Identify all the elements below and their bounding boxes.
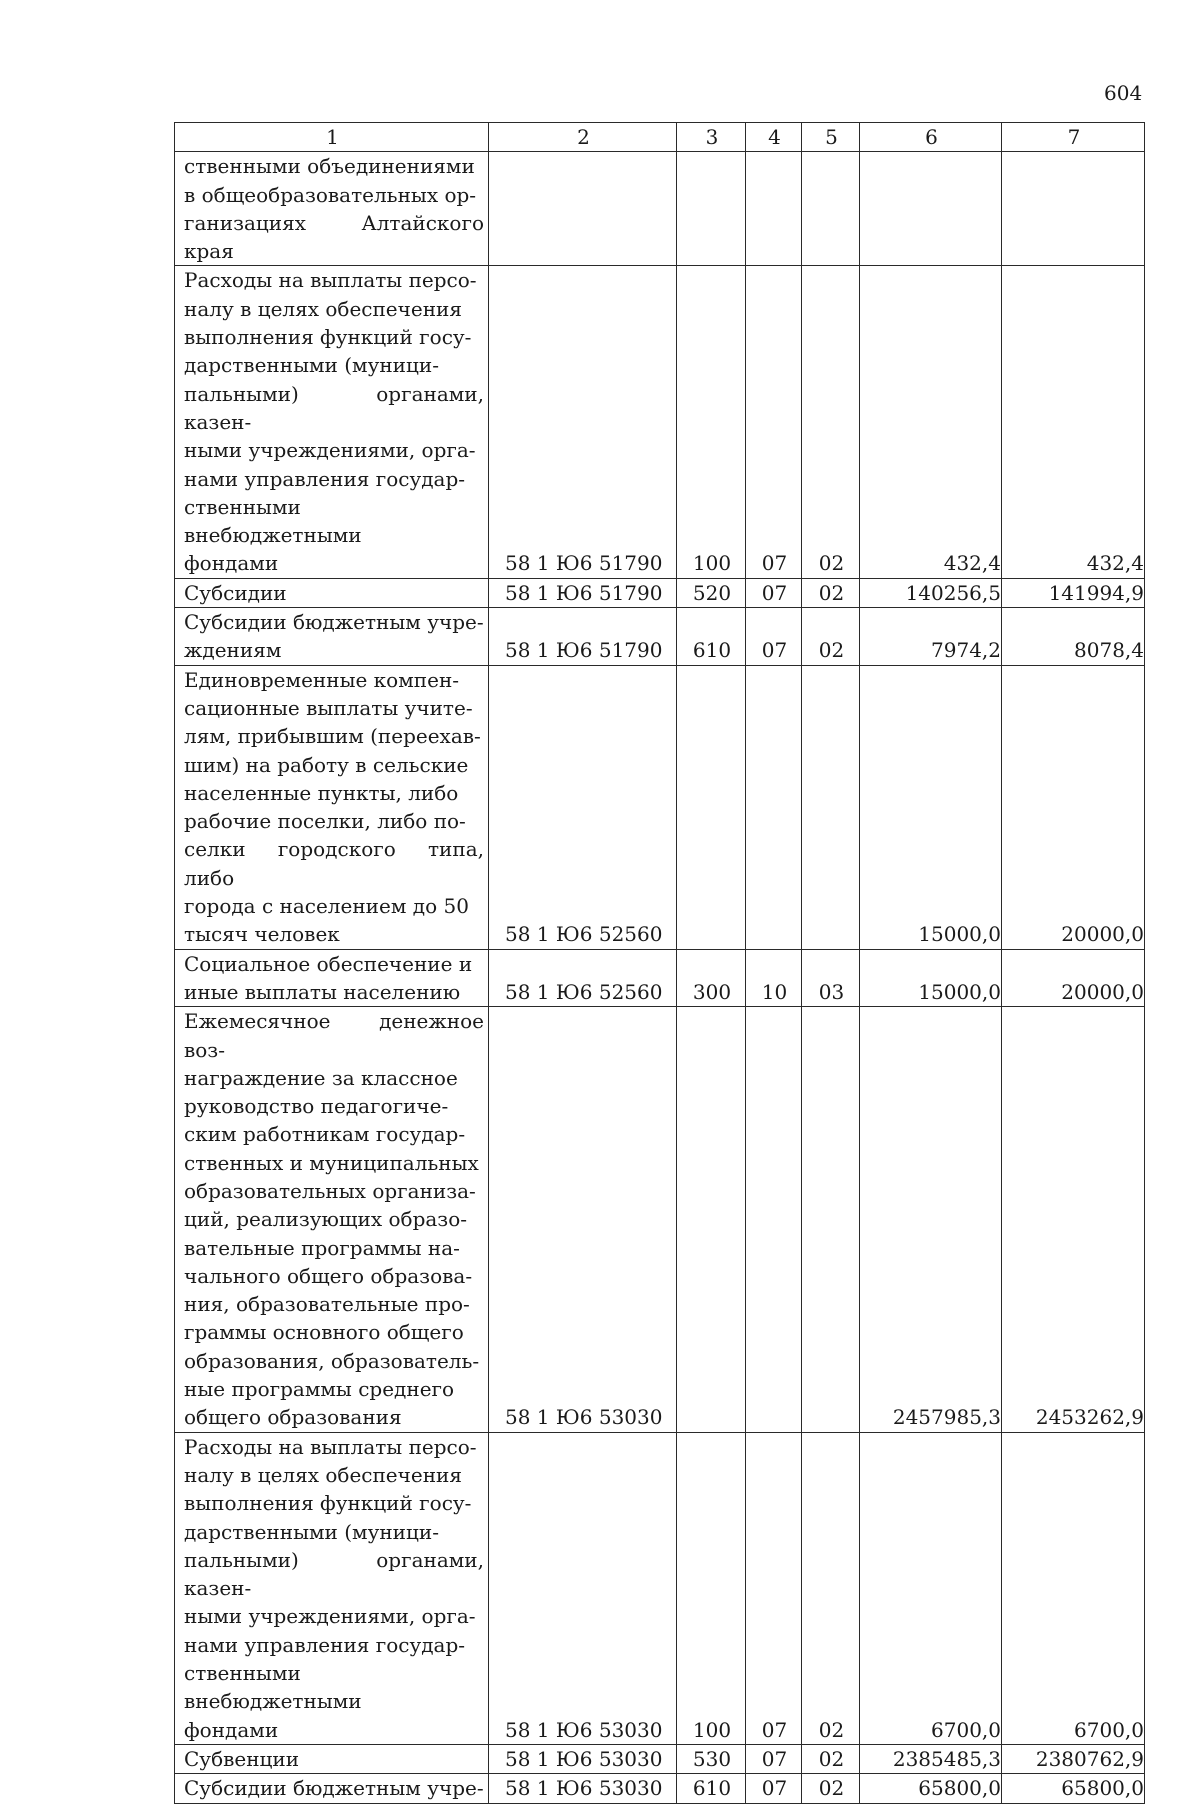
table-row <box>175 1774 1145 1803</box>
row-code: 58 1 Ю6 53030 <box>489 1774 677 1803</box>
column-header: 3 <box>677 123 746 152</box>
row-name: Единовременные компен- сационные выплаты учите- лям, прибывшим (переехав- шим) на работу в сельские населенные пункты, либо рабочие поселки, либо по- селки городского типа, либо города с населением до 50 тысяч человек <box>175 665 489 949</box>
table-row <box>175 266 1145 578</box>
column-header: 7 <box>1002 123 1145 152</box>
row-code: 58 1 Ю6 53030 <box>489 1007 677 1432</box>
row-c5: 03 <box>802 949 860 1007</box>
row-c5: 02 <box>802 1774 860 1803</box>
table-row <box>175 1007 1145 1432</box>
row-c4: 07 <box>746 266 802 578</box>
row-name: Субвенции <box>175 1744 489 1773</box>
row-c7: 20000,0 <box>1002 949 1145 1007</box>
page-number: 604 <box>1104 81 1143 105</box>
row-c6 <box>860 152 1002 266</box>
column-header: 6 <box>860 123 1002 152</box>
row-c6: 15000,0 <box>860 665 1002 949</box>
row-code: 58 1 Ю6 51790 <box>489 266 677 578</box>
row-c7 <box>1002 152 1145 266</box>
table-row <box>175 152 1145 266</box>
row-c6: 65800,0 <box>860 1774 1002 1803</box>
row-name: Субсидии <box>175 578 489 607</box>
row-c4: 07 <box>746 1744 802 1773</box>
row-c3: 100 <box>677 266 746 578</box>
row-c5: 02 <box>802 266 860 578</box>
row-c4 <box>746 152 802 266</box>
row-c6: 15000,0 <box>860 949 1002 1007</box>
row-c7: 2453262,9 <box>1002 1007 1145 1432</box>
row-c7: 432,4 <box>1002 266 1145 578</box>
row-c5: 02 <box>802 578 860 607</box>
row-code: 58 1 Ю6 52560 <box>489 665 677 949</box>
row-c5: 02 <box>802 1744 860 1773</box>
row-c3: 100 <box>677 1432 746 1744</box>
row-c7: 20000,0 <box>1002 665 1145 949</box>
row-code: 58 1 Ю6 51790 <box>489 578 677 607</box>
table-row <box>175 608 1145 666</box>
table-row <box>175 1432 1145 1744</box>
row-code: 58 1 Ю6 53030 <box>489 1744 677 1773</box>
row-c3: 530 <box>677 1744 746 1773</box>
row-name: Расходы на выплаты персо- налу в целях обеспечения выполнения функций госу- дарственными (муници- пальными) органами, казен- ными учреждениями, орга- нами управления государ- ственными внебюджетными фондами <box>175 266 489 578</box>
row-c5 <box>802 152 860 266</box>
row-name: Субсидии бюджетным учре- <box>175 1774 489 1803</box>
row-name: Социальное обеспечение и иные выплаты населению <box>175 949 489 1007</box>
row-c6: 6700,0 <box>860 1432 1002 1744</box>
row-c5 <box>802 665 860 949</box>
row-c7: 8078,4 <box>1002 608 1145 666</box>
row-c3 <box>677 152 746 266</box>
table-row <box>175 1744 1145 1773</box>
column-header: 2 <box>489 123 677 152</box>
row-code: 58 1 Ю6 51790 <box>489 608 677 666</box>
column-header: 1 <box>175 123 489 152</box>
row-c3: 300 <box>677 949 746 1007</box>
row-c6: 140256,5 <box>860 578 1002 607</box>
row-c4 <box>746 665 802 949</box>
row-c7: 2380762,9 <box>1002 1744 1145 1773</box>
row-c3 <box>677 1007 746 1432</box>
row-c4: 07 <box>746 608 802 666</box>
row-c7: 6700,0 <box>1002 1432 1145 1744</box>
column-header: 5 <box>802 123 860 152</box>
row-c6: 2385485,3 <box>860 1744 1002 1773</box>
row-code <box>489 152 677 266</box>
budget-table <box>174 122 1145 1804</box>
row-c4 <box>746 1007 802 1432</box>
row-c3: 520 <box>677 578 746 607</box>
column-header: 4 <box>746 123 802 152</box>
row-c3: 610 <box>677 608 746 666</box>
row-c4: 07 <box>746 1774 802 1803</box>
row-c4: 07 <box>746 1432 802 1744</box>
table-header-row <box>175 123 1145 152</box>
row-c5 <box>802 1007 860 1432</box>
row-name: Ежемесячное денежное воз- награждение за классное руководство педагогиче- ским работникам государ- ственных и муниципальных образовательных организа- ций, реализующих образо- вательные программы на- чального общего образова- ния, образовательные про- граммы основного общего образования, образователь- ные программы среднего общего образования <box>175 1007 489 1432</box>
row-c5: 02 <box>802 1432 860 1744</box>
row-c6: 2457985,3 <box>860 1007 1002 1432</box>
row-c7: 141994,9 <box>1002 578 1145 607</box>
row-name: Субсидии бюджетным учре- ждениям <box>175 608 489 666</box>
row-code: 58 1 Ю6 52560 <box>489 949 677 1007</box>
table-row <box>175 665 1145 949</box>
row-c4: 10 <box>746 949 802 1007</box>
row-c5: 02 <box>802 608 860 666</box>
row-c7: 65800,0 <box>1002 1774 1145 1803</box>
row-name: Расходы на выплаты персо- налу в целях обеспечения выполнения функций госу- дарственными (муници- пальными) органами, казен- ными учреждениями, орга- нами управления государ- ственными внебюджетными фондами <box>175 1432 489 1744</box>
row-c4: 07 <box>746 578 802 607</box>
row-c3 <box>677 665 746 949</box>
table-row <box>175 949 1145 1007</box>
table-row <box>175 578 1145 607</box>
row-c6: 432,4 <box>860 266 1002 578</box>
row-code: 58 1 Ю6 53030 <box>489 1432 677 1744</box>
row-c3: 610 <box>677 1774 746 1803</box>
row-name: ственными объединениями в общеобразовательных ор- ганизациях Алтайского края <box>175 152 489 266</box>
row-c6: 7974,2 <box>860 608 1002 666</box>
